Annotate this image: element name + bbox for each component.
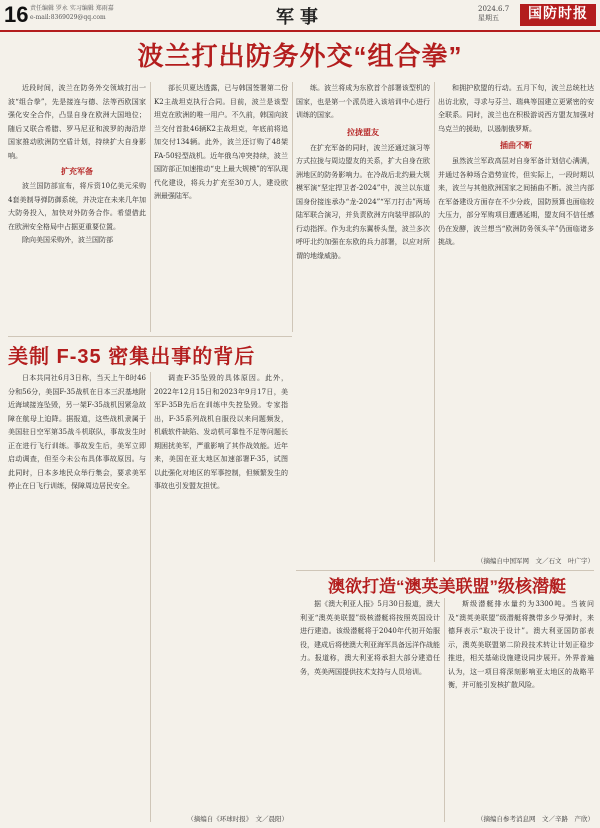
email-line: e-mail:8369029@qq.com (30, 14, 106, 21)
subhead-allies: 拉拢盟友 (347, 127, 379, 137)
issue-date (478, 5, 509, 23)
paragraph: 波兰国防部宣布，将斥资10亿美元采购4套美制导弹防御系统，并决定在未来几年加大防务投入，加快对外防务合作。希望借此在欧洲安全格局中占据更重要位置。 (8, 182, 146, 231)
headline-poland: 波兰打出防务外交“组合拳” (137, 41, 463, 71)
divider (444, 598, 445, 822)
paragraph: 练。波兰将成为东欧首个部署该型机的国家，也是第一个派员进入该培训中心进行训练的国家。 (296, 84, 430, 119)
date-line: 2024.6.7 (478, 5, 510, 13)
article1-credit: （摘编自中国军网 文／石文 叶广宇） (477, 557, 594, 565)
page-number: 16 (4, 2, 29, 27)
article2-col2 (154, 372, 288, 812)
editor-line: 责任编辑 罗永 实习编辑 郑雨嘉 (30, 5, 114, 12)
article3-credit: （摘编自参考消息网 文／辛路 产欣） (477, 815, 594, 823)
paragraph: 虽然波兰军政高层对自身军备计划信心满满，并通过各种场合造势宣传，但实际上，一段时期以来，波兰与其他欧洲国家之间插曲不断。波兰内部在军备建设方面存在不少分歧，国防预算也面临较大压力，部分军购项目遭遇延期，盟友间不信任感仍在发酵，波兰想当“欧洲防务领头羊”仍面临诸多挑战。 (438, 157, 594, 246)
paragraph: 除向美国采购外，波兰国防部 (22, 236, 113, 244)
weekday-line: 星期五 (478, 14, 499, 22)
headline-submarine: 澳欲打造“澳英美联盟”级核潜艇 (328, 577, 566, 596)
divider (150, 82, 151, 332)
paragraph: 斯级潜艇排水量约为3300吨。当被问及“澳英美联盟”级潜艇将携带多少导弹时，来德拜表示“取决于设计”。澳大利亚国防部表示，澳英美联盟第二阶段技术转让计划正稳步推进，相关基础设施建设同步展开。外界普遍认为，这一项目将深刻影响亚太地区的战略平衡，并可能引发核扩散风险。 (448, 600, 594, 689)
headline-f35: 美制 F-35 密集出事的背后 (8, 346, 256, 368)
article3-col1 (300, 598, 440, 824)
section-title: 军事 (276, 7, 324, 27)
article2-credit: （摘编自《环球时报》 文／晨阳） (187, 815, 288, 823)
divider (150, 372, 151, 822)
paragraph: 据《澳大利亚人报》5月30日报道，澳大利亚“澳英美联盟”级核潜艇将按照英国设计进行建造。该级潜艇将于2040年代初开始服役，建成后将使澳大利亚海军具备远洋作战能力。报道称，澳大利亚将承担大部分建造任务，英美两国提供技术支持与人员培训。 (300, 600, 440, 676)
paragraph: 近段时间，波兰在防务外交领域打出一波“组合拳”，先是接连与德、法等西欧国家强化安全合作，凸显自身在欧洲大国地位；随后又联合希腊、罗马尼亚和波罗的海沿岸国家推动欧洲防空盾计划，持续扩大自身影响。 (8, 84, 146, 160)
divider (8, 336, 292, 337)
article1-col2 (154, 82, 288, 334)
paragraph: 在扩充军备的同时，波兰还通过演习等方式拉拢与周边盟友的关系，扩大自身在欧洲地区的防务影响力。在冷战后北约最大规模军演“坚定捍卫者-2024”中，波兰以东道国身份接连承办“龙-2024”“军刀打击”两场陆军联合演习，并负责欧洲方向装甲部队的行动指挥。作为北约东翼桥头堡，波兰多次呼吁北约加强在东欧的兵力部署，以应对所谓的地缘威胁。 (296, 143, 430, 260)
paragraph: 和拥护欧盟的行动。五月下旬，波兰总统杜达出访北欧，寻求与芬兰、瑞典等国建立更紧密的安全联系。同时，波兰也在积极游说西方盟友加强对乌克兰的援助，以遏制俄罗斯。 (438, 84, 594, 133)
paragraph: 部长贝夏达透露，已与韩国签署第二份K2主战坦克执行合同。目前，波兰是该型坦克在欧洲的唯一用户。不久前，韩国向波兰交付首批46辆K2主战坦克，年底前将追加交付134辆。此外，波兰还订购了48架FA-50轻型战机。近年俄乌冲突持续，波兰国防部正加速推动“史上最大规模”的军队现代化建设，将兵力扩充至30万人，建设欧洲最强陆军。 (154, 84, 288, 200)
paragraph: 调查F-35坠毁的具体原因。此外，2022年12月15日和2023年9月17日，美军F-35B先后在训练中失控坠毁。专家指出，F-35系列战机自服役以来问题频发，机载软件缺陷、发动机可靠性不足等问题长期困扰美军，严重影响了其作战效能。近年来，美国在亚太地区加速部署F-35，试图以此强化对地区的军事控制，但频繁发生的事故也引发盟友担忧。 (154, 374, 288, 490)
divider (296, 570, 594, 571)
article1-col1 (8, 82, 146, 334)
divider (292, 82, 293, 332)
article1-col3 (296, 82, 430, 572)
subhead-expand-arms: 扩充军备 (61, 167, 93, 176)
divider (434, 82, 435, 562)
subhead-episodes: 插曲不断 (500, 141, 532, 150)
article3-col2 (448, 598, 594, 810)
article1-col4 (438, 82, 594, 556)
editor-info (30, 4, 160, 22)
newspaper-logo: 国防时报 (520, 4, 596, 26)
paragraph: 日本共同社6月3日称，当天上午8时46分和56分，美国F-35战机在日本三沢基地附近海域接连坠毁，另一架F-35战机因紧急故障在航母上迫降。据报道，这些战机隶属于美国驻日空军第35战斗机联队，事故发生时正在进行飞行训练。事故发生后，美军立即启动调查，但至今未公布具体事故原因。与此同时，日本多地民众举行集会，要求美军停止在日飞行训练，保障周边居民安全。 (8, 374, 146, 490)
article2-col1 (8, 372, 146, 824)
page-header (0, 0, 600, 32)
